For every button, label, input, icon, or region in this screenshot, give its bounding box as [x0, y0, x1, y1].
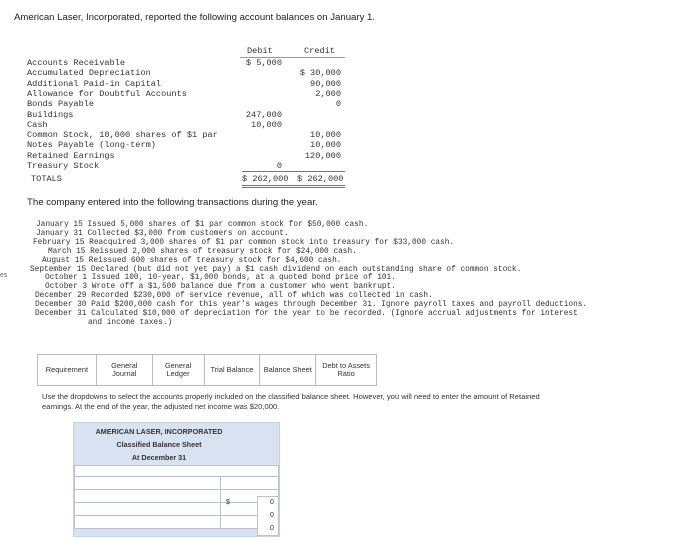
tab-label: Balance Sheet [263, 365, 312, 374]
transaction-line: March 15 Reissued 2,000 shares of treasury stock for $24,000 cash. [48, 247, 357, 256]
tab-label: General [111, 361, 138, 370]
transaction-line: August 15 Reissued 600 shares of treasury stock for $4,600 cash. [42, 256, 342, 265]
account-name: Accumulated Depreciation [27, 68, 151, 79]
tab-label: Requirement [45, 365, 89, 374]
credit-amount: 120,000 [304, 150, 341, 161]
transaction-line: December 30 Paid $200,000 cash for this year's wages through December 31. Ignore payroll taxes and payroll deductions. [35, 301, 588, 310]
margin-mark: es [0, 272, 8, 279]
transaction-line: February 15 Reacquired 3,000 shares of $1 par common stock into treasury for $33,000 cash. [33, 238, 455, 247]
credit-amount: 0 [335, 99, 341, 110]
transaction-line: September 15 Declared (but did not yet pay) a $1 cash dividend on each outstanding share of common stock. [30, 265, 522, 274]
transaction-line: January 31 Collected $3,000 from customers on account. [36, 229, 289, 238]
totals-credit: $ 262,000 [297, 174, 344, 184]
tab-general-ledger[interactable] [153, 355, 205, 385]
company-name: AMERICAN LASER, INCORPORATED [95, 427, 223, 436]
account-select[interactable] [74, 489, 221, 503]
transaction-line: October 3 Wrote off a $1,500 balance due from a customer who went bankrupt. [45, 283, 396, 292]
value-3: 0 [270, 525, 274, 532]
totals-rule-bottom-1 [242, 185, 345, 186]
statement-title: Classified Balance Sheet [116, 440, 202, 449]
tab-label: Trial Balance [210, 365, 254, 374]
amount-input[interactable] [220, 476, 279, 490]
totals-rule-bottom-2 [242, 187, 345, 188]
credit-amount: $ 30,000 [299, 68, 341, 79]
debit-amount: $ 5,000 [245, 58, 282, 68]
intro-text: American Laser, Incorporated, reported the following account balances on January 1. [14, 12, 376, 23]
tab-label: Debt to Assets [322, 361, 370, 370]
credit-amount: 10,000 [310, 130, 341, 141]
tab-label: Journal [112, 369, 137, 378]
account-name: Accounts Receivable [27, 58, 125, 68]
transaction-line: December 31 Calculated $10,000 of depreciation for the year to be recorded. (Ignore accrual adjustments for interest [35, 310, 578, 318]
debit-amount: 247,000 [245, 109, 282, 120]
currency-symbol: $ [226, 499, 230, 506]
debit-header: Debit [247, 46, 273, 56]
balance-sheet-panel [73, 422, 280, 537]
account-name: Buildings [27, 109, 74, 120]
account-name: Notes Payable (long-term) [27, 140, 156, 151]
account-name: Retained Earnings [27, 150, 115, 161]
tab-requirement[interactable] [38, 355, 97, 385]
tab-label: General [164, 361, 192, 370]
tab-bar [37, 354, 377, 386]
statement-date: At December 31 [131, 453, 187, 462]
debit-amount: 10,000 [251, 119, 282, 130]
tab-balance-sheet[interactable] [260, 355, 316, 385]
totals-label: TOTALS [31, 174, 62, 184]
account-select[interactable] [74, 476, 221, 490]
value-cell [257, 496, 279, 536]
tab-label: Ledger [166, 369, 190, 378]
account-name: Common Stock, 10,000 shares of $1 par [27, 130, 218, 141]
instructions-text: Use the dropdowns to select the accounts properly included on the classified balance sheet. However, you will need to enter the amount of Retained earnings. At the end of the year, the adjusted net income was $20,000. [42, 392, 540, 411]
debit-amount: 0 [276, 161, 282, 171]
transactions-intro: The company entered into the following transactions during the year. [27, 197, 318, 208]
transaction-line: October 1 Issued 100, 10-year, $1,000 bonds, at a quoted bond price of 101. [45, 274, 396, 283]
credit-amount: 90,000 [310, 78, 341, 89]
tab-debt-to-assets-ratio[interactable] [316, 355, 376, 385]
totals-debit: $ 262,000 [242, 174, 289, 184]
value-1: 0 [270, 499, 274, 506]
totals-rule-top [242, 171, 345, 172]
transaction-line: December 29 Recorded $230,000 of service revenue, all of which was collected in cash. [35, 292, 433, 301]
tab-trial-balance[interactable] [205, 355, 261, 385]
credit-amount: 10,000 [310, 140, 341, 151]
account-name: Bonds Payable [27, 99, 95, 110]
account-name: Allowance for Doubtful Accounts [27, 88, 187, 99]
credit-header: Credit [304, 46, 335, 56]
account-name: Cash [27, 119, 48, 130]
transaction-line: January 15 Issued 5,000 shares of $1 par common stock for $50,000 cash. [36, 221, 369, 229]
tab-general-journal[interactable] [97, 355, 153, 385]
account-name: Additional Paid-in Capital [27, 78, 162, 89]
transaction-line: and income taxes.) [88, 318, 173, 327]
account-select[interactable] [74, 502, 221, 516]
account-name: Treasury Stock [27, 161, 100, 171]
tab-label: Ratio [337, 369, 355, 378]
value-2: 0 [270, 512, 274, 519]
credit-amount: 2,000 [315, 88, 341, 99]
account-select[interactable] [74, 515, 221, 529]
